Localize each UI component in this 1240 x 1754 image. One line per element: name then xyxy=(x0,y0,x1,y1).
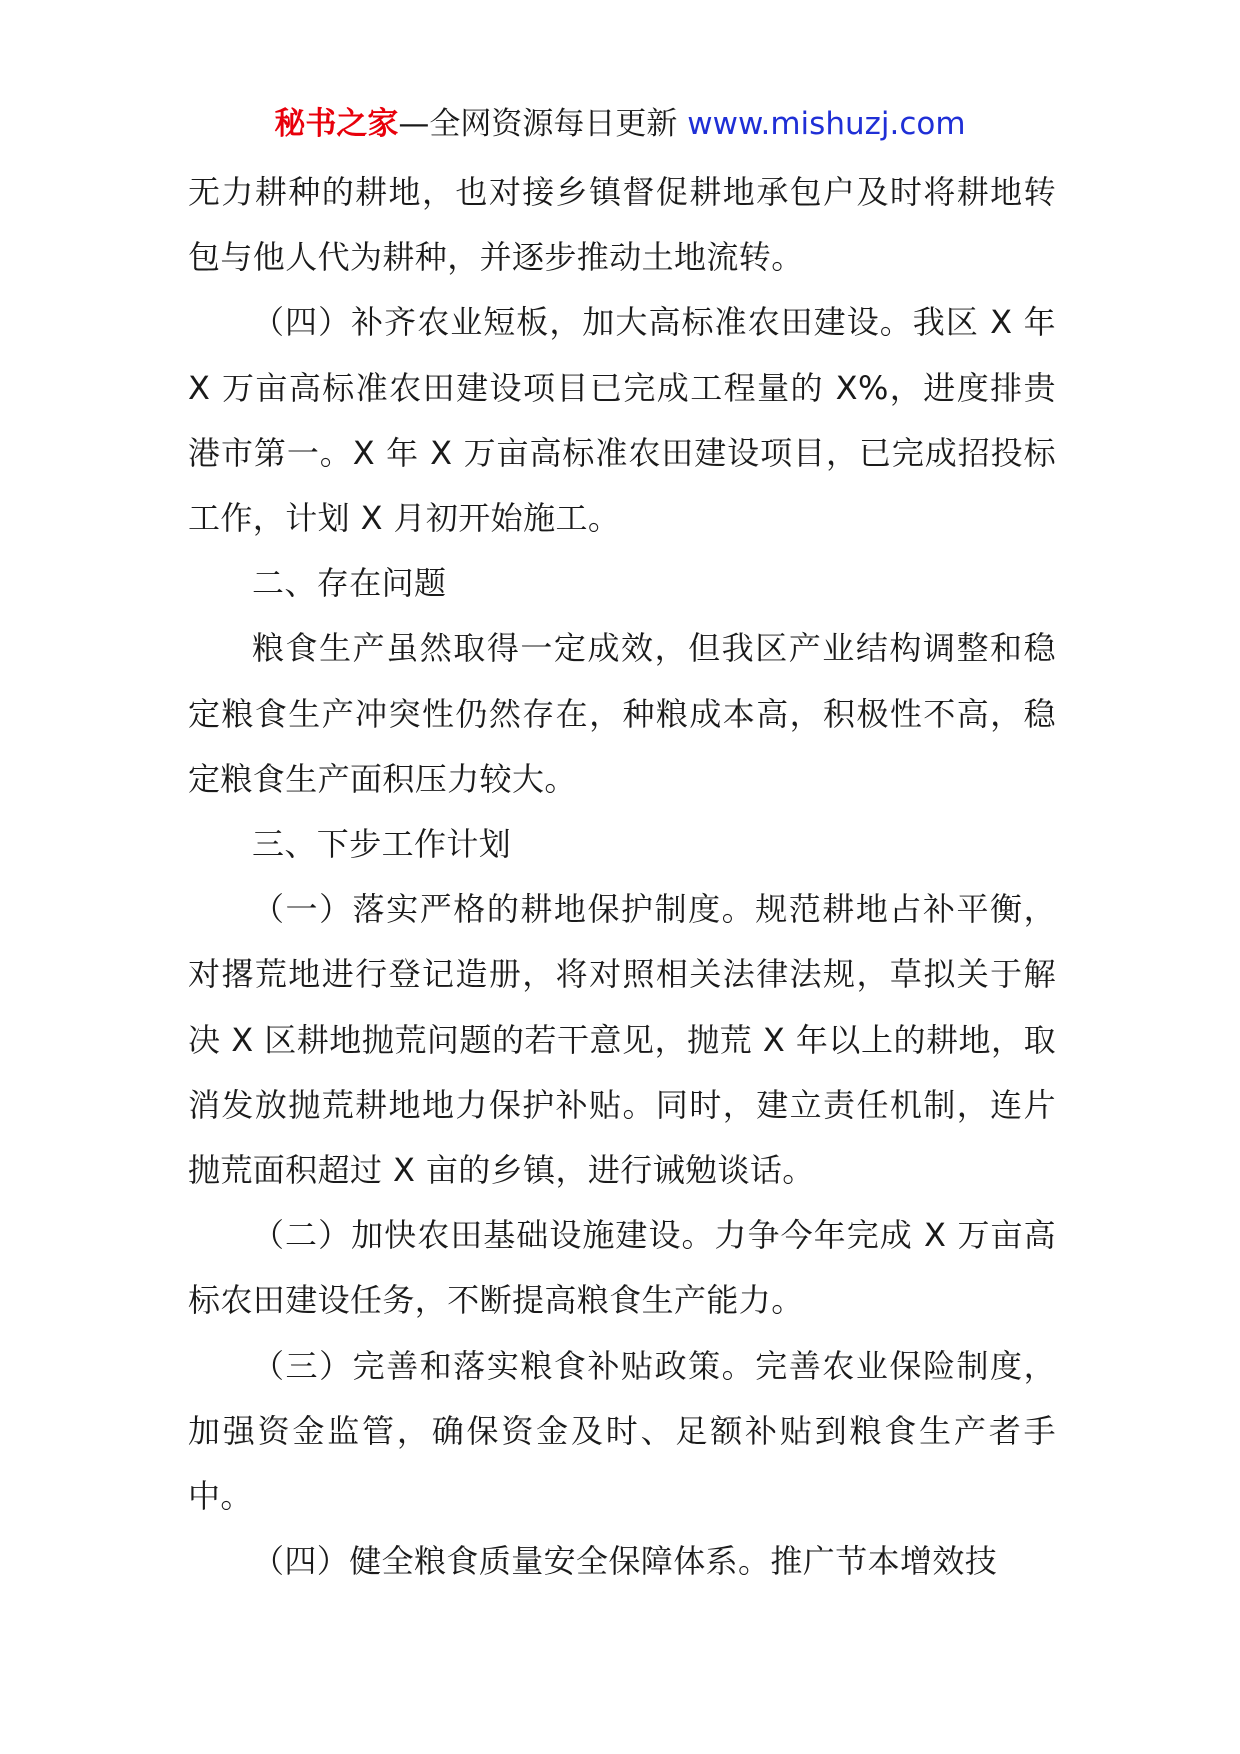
section-heading-next-steps: 三、下步工作计划 xyxy=(252,825,512,864)
section-heading-problems: 二、存在问题 xyxy=(252,564,447,603)
paragraph-plan-3: （三）完善和落实粮食补贴政策。完善农业保险制度，加强资金监管，确保资金及时、足额补贴到粮食生产者手中。 xyxy=(188,1346,1056,1516)
paragraph-plan-1: （一）落实严格的耕地保护制度。规范耕地占补平衡，对撂荒地进行登记造册，将对照相关法律法规，草拟关于解决 X 区耕地抛荒问题的若干意见，抛荒 X 年以上的耕地，取消发放抛荒耕地地力保护补贴。同时，建立责任机制，连片抛荒面积超过 X 亩的乡镇，进行诫勉谈话。 xyxy=(188,890,1056,1190)
paragraph-problems: 粮食生产虽然取得一定成效，但我区产业结构调整和稳定粮食生产冲突性仍然存在，种粮成本高，积极性不高，稳定粮食生产面积压力较大。 xyxy=(188,629,1056,798)
site-slogan: —全网资源每日更新 xyxy=(398,106,688,142)
site-url-link[interactable]: www.mishuzj.com xyxy=(687,106,966,142)
document-body xyxy=(188,160,1056,1594)
site-brand: 秘书之家 xyxy=(274,106,399,142)
paragraph-continuation: 无力耕种的耕地，也对接乡镇督促耕地承包户及时将耕地转包与他人代为耕种，并逐步推动土地流转。 xyxy=(188,173,1056,277)
paragraph-plan-4: （四）健全粮食质量安全保障体系。推广节本增效技 xyxy=(252,1542,998,1581)
site-header xyxy=(0,102,1240,146)
paragraph-item-4-farmland: （四）补齐农业短板，加大高标准农田建设。我区 X 年 X 万亩高标准农田建设项目已完成工程量的 X%，进度排贵港市第一。X 年 X 万亩高标准农田建设项目，已完成招投标工作，计划 X 月初开始施工。 xyxy=(188,303,1056,538)
paragraph-plan-2: （二）加快农田基础设施建设。力争今年完成 X 万亩高标农田建设任务，不断提高粮食生产能力。 xyxy=(188,1216,1056,1320)
